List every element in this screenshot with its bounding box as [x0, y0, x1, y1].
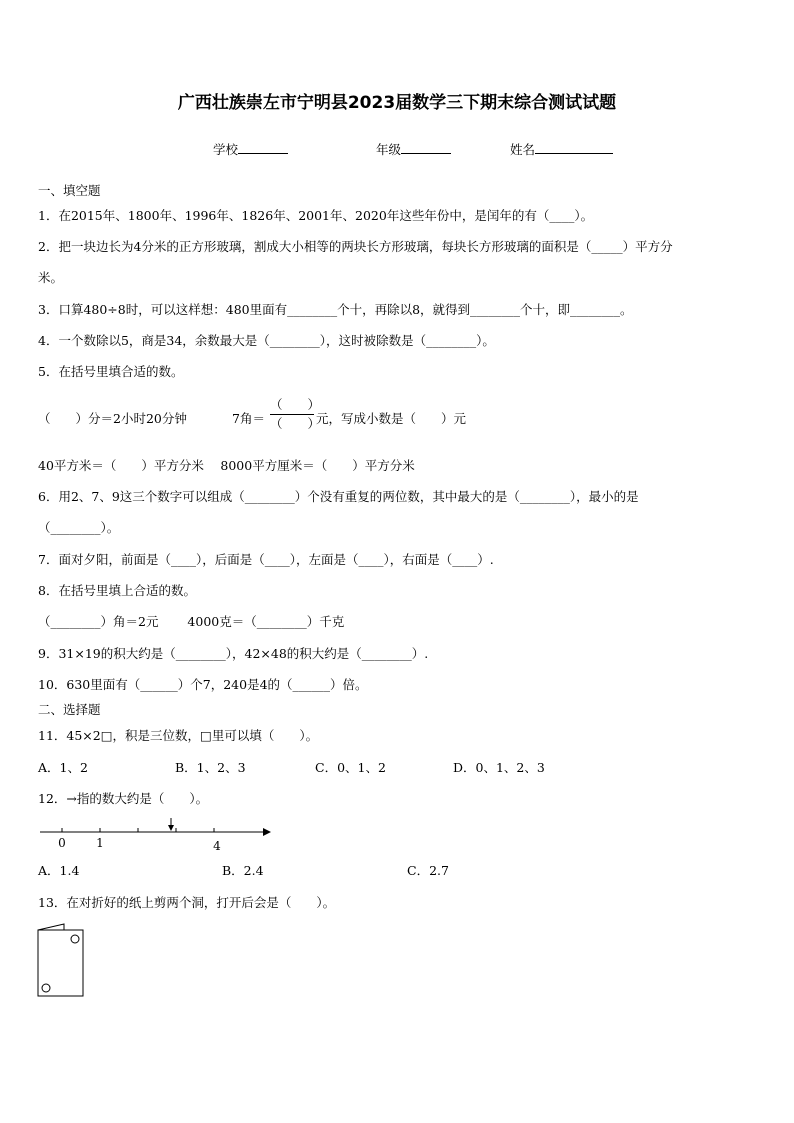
school-field[interactable]: [213, 140, 288, 158]
tick-label-1: 1: [96, 836, 104, 850]
question-3: 3．口算480÷8时，可以这样想：480里面有________个十，再除以8，就得到________个十，即________。: [38, 302, 633, 317]
school-label: 学校: [213, 142, 239, 157]
question-6-line-1: 6．用2、7、9这三个数字可以组成（________）个没有重复的两位数，其中最大的是（________），最小的是: [38, 489, 639, 504]
grade-label: 年级: [376, 142, 402, 157]
q11-option-d[interactable]: D．0、1、2、3: [453, 760, 545, 775]
fraction-bar: [270, 414, 314, 415]
question-5-part-b-suffix: 元，写成小数是（ ）元: [316, 411, 467, 426]
q12-option-b[interactable]: B．2.4: [222, 863, 264, 878]
question-8: 8．在括号里填上合适的数。: [38, 583, 196, 598]
page-title: 广西壮族崇左市宁明县2023届数学三下期末综合测试试题: [177, 93, 617, 113]
grade-field[interactable]: [376, 140, 451, 158]
paper-fold-edge: [38, 924, 64, 930]
question-2-line-2: 米。: [38, 270, 64, 285]
question-12: 12．→指的数大约是（ ）。: [38, 791, 209, 806]
q11-option-a[interactable]: A．1、2: [38, 760, 88, 775]
question-5-part-c: 40平方米＝（ ）平方分米 8000平方厘米＝（ ）平方分米: [38, 458, 415, 473]
hole-top-right: [71, 935, 79, 943]
grade-blank[interactable]: [401, 141, 451, 154]
number-line: [38, 815, 278, 855]
fraction: [270, 397, 321, 431]
question-5: 5．在括号里填合适的数。: [38, 364, 184, 379]
paper-outline: [38, 930, 83, 996]
question-1: 1．在2015年、1800年、1996年、1826年、2001年、2020年这些年份中，是闰年的有（____）。: [38, 208, 594, 223]
tick-label-0: 0: [58, 836, 66, 850]
hole-bottom-left: [42, 984, 50, 992]
name-label: 姓名: [510, 142, 536, 157]
question-2-line-1: 2．把一块边长为4分米的正方形玻璃，割成大小相等的两块长方形玻璃，每块长方形玻璃的面积是（_____）平方分: [38, 239, 673, 254]
section-choice-heading: 二、选择题: [38, 702, 101, 717]
tick-label-4: 4: [213, 839, 221, 853]
question-9: 9．31×19的积大约是（________），42×48的积大约是（________）.: [38, 646, 429, 661]
number-line-arrowhead: [263, 828, 271, 836]
question-10: 10．630里面有（______）个7，240是4的（______）倍。: [38, 677, 368, 692]
question-5-part-a: （ ）分＝2小时20分钟: [38, 411, 187, 426]
q12-option-c[interactable]: C．2.7: [407, 863, 449, 878]
question-11: 11．45×2□，积是三位数，□里可以填（ ）。: [38, 728, 319, 743]
q12-option-a[interactable]: A．1.4: [38, 863, 80, 878]
q11-option-b[interactable]: B．1、2、3: [175, 760, 246, 775]
name-blank[interactable]: [535, 141, 613, 154]
fraction-denominator[interactable]: （ ）: [270, 416, 321, 431]
fraction-numerator[interactable]: （ ）: [270, 397, 321, 412]
question-8-parts: （________）角＝2元 4000克＝（________）千克: [38, 614, 345, 629]
name-field[interactable]: [510, 140, 613, 158]
question-13: 13．在对折好的纸上剪两个洞，打开后会是（ ）。: [38, 895, 336, 910]
school-blank[interactable]: [238, 141, 288, 154]
section-fill-heading: 一、填空题: [38, 183, 101, 198]
question-4: 4．一个数除以5，商是34，余数最大是（________），这时被除数是（________）。: [38, 333, 495, 348]
folded-paper-figure: [34, 922, 94, 1002]
pointer-arrow-head: [168, 825, 174, 831]
question-7: 7．面对夕阳，前面是（____），后面是（____），左面是（____），右面是（____）.: [38, 552, 494, 567]
q11-option-c[interactable]: C．0、1、2: [315, 760, 386, 775]
question-5-part-b-prefix: 7角＝: [232, 411, 265, 426]
question-6-line-2: （________）。: [38, 520, 120, 535]
